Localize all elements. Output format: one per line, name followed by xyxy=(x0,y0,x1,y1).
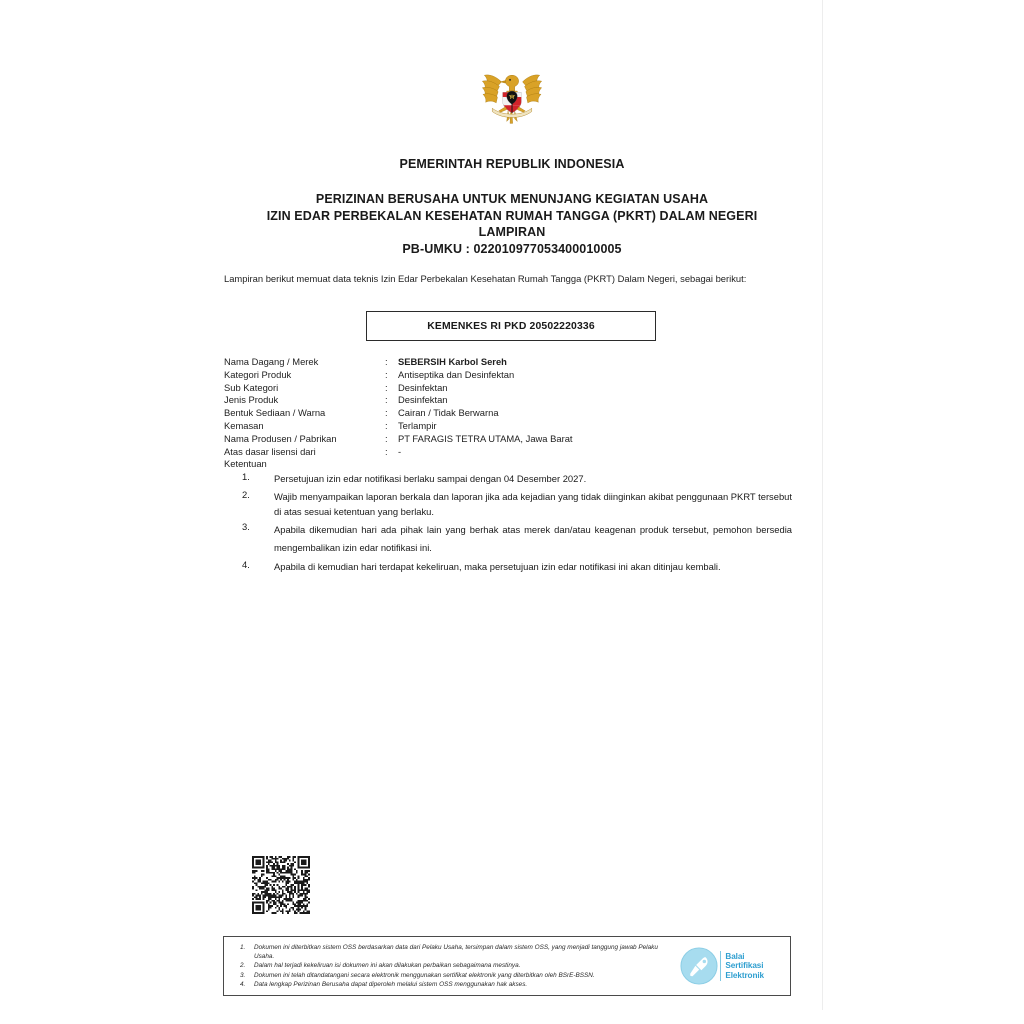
field-value: Cairan / Tidak Berwarna xyxy=(398,407,499,419)
field-row xyxy=(224,394,794,407)
ketentuan-item xyxy=(224,489,792,519)
bsre-line-3: Elektronik xyxy=(725,970,764,980)
field-row xyxy=(224,407,794,420)
garuda-pancasila-emblem xyxy=(479,66,545,128)
field-row xyxy=(224,369,794,382)
ketentuan-text: Persetujuan izin edar notifikasi berlaku sampai dengan 04 Desember 2027. xyxy=(274,473,587,484)
footer-note-number: 4. xyxy=(240,980,246,988)
pb-umku-number: PB-UMKU : 022010977053400010005 xyxy=(402,241,622,256)
ketentuan-item xyxy=(224,559,792,574)
field-value: PT FARAGIS TETRA UTAMA, Jawa Barat xyxy=(398,432,573,444)
field-row xyxy=(224,356,794,369)
ketentuan-number: 4. xyxy=(242,558,250,570)
footer-disclaimer-box xyxy=(223,936,791,996)
field-label: Sub Kategori xyxy=(224,381,279,393)
footer-note-text: Dokumen ini diterbitkan sistem OSS berdasarkan data dari Pelaku Usaha, tersimpan dalam sistem OSS, yang menjadi tanggung jawab Pelaku Usaha. xyxy=(254,943,658,961)
bsre-divider xyxy=(720,951,721,981)
ketentuan-text: Wajib menyampaikan laporan berkala dan laporan jika ada kejadian yang tidak diinginkan akibat penggunaan PKRT tersebut di atas sesuai ketentuan yang berlaku. xyxy=(274,490,792,517)
ketentuan-heading: Ketentuan xyxy=(224,458,267,469)
field-label: Atas dasar lisensi dari xyxy=(224,445,316,457)
ketentuan-list xyxy=(224,471,792,576)
bsre-line-2: Sertifikasi xyxy=(725,961,764,971)
field-row xyxy=(224,433,794,446)
footer-note-text: Dalam hal terjadi kekeliruan isi dokumen ini akan dilakukan perbaikan sebagaimana mestinya. xyxy=(254,962,521,970)
certificate-number: KEMENKES RI PKD 20502220336 xyxy=(427,320,595,332)
document-title xyxy=(0,191,1024,257)
field-label: Nama Produsen / Pabrikan xyxy=(224,432,337,444)
field-row xyxy=(224,446,794,459)
field-value: SEBERSIH Karbol Sereh xyxy=(398,356,507,367)
field-colon: : xyxy=(385,381,388,393)
ketentuan-text: Apabila dikemudian hari ada pihak lain yang berhak atas merek dan/atau keagenan produk tersebut, pemohon bersedia mengembalikan izin edar notifikasi ini. xyxy=(274,524,792,553)
bsre-logo xyxy=(680,947,790,985)
title-line-3: LAMPIRAN xyxy=(478,225,546,239)
ketentuan-text: Apabila di kemudian hari terdapat kekeliruan, maka persetujuan izin edar notifikasi ini akan ditinjau kembali. xyxy=(274,560,721,572)
bsre-wordmark xyxy=(725,952,764,981)
bsre-seal-icon xyxy=(680,947,718,985)
field-label: Kemasan xyxy=(224,419,264,431)
field-colon: : xyxy=(385,445,388,457)
country-heading: PEMERINTAH REPUBLIK INDONESIA xyxy=(399,157,625,171)
ketentuan-number: 1. xyxy=(242,471,250,482)
certificate-number-box xyxy=(366,311,656,341)
field-row xyxy=(224,382,794,395)
ketentuan-item xyxy=(224,521,792,556)
footer-note xyxy=(234,943,674,961)
field-label: Kategori Produk xyxy=(224,368,292,380)
product-details-table xyxy=(224,356,794,458)
footer-note xyxy=(234,971,674,980)
qr-code xyxy=(252,856,310,914)
footer-note-number: 2. xyxy=(240,962,246,970)
field-colon: : xyxy=(385,356,388,367)
field-value: Desinfektan xyxy=(398,381,448,393)
footer-note-number: 3. xyxy=(240,971,246,979)
intro-paragraph: Lampiran berikut memuat data teknis Izin Edar Perbekalan Kesehatan Rumah Tangga (PKRT) Dalam Negeri, sebagai berikut: xyxy=(224,273,747,284)
ketentuan-item xyxy=(224,471,792,486)
field-value: Terlampir xyxy=(398,419,437,431)
field-value: Antiseptika dan Desinfektan xyxy=(398,368,515,380)
footer-notes-list xyxy=(224,939,680,993)
ketentuan-number: 2. xyxy=(242,488,250,500)
field-label: Jenis Produk xyxy=(224,394,279,406)
field-colon: : xyxy=(385,432,388,444)
field-colon: : xyxy=(385,394,388,406)
footer-note-text: Dokumen ini telah ditandatangani secara elektronik menggunakan sertifikat elektronik yang diterbitkan oleh BSrE-BSSN. xyxy=(254,971,595,979)
field-label: Bentuk Sediaan / Warna xyxy=(224,407,326,419)
footer-note-number: 1. xyxy=(240,943,246,951)
footer-note xyxy=(234,961,674,970)
field-row xyxy=(224,420,794,433)
title-line-1: PERIZINAN BERUSAHA UNTUK MENUNJANG KEGIATAN USAHA xyxy=(315,192,709,206)
title-line-2: IZIN EDAR PERBEKALAN KESEHATAN RUMAH TANGGA (PKRT) DALAM NEGERI xyxy=(266,208,758,223)
field-colon: : xyxy=(385,407,388,419)
field-value: Desinfektan xyxy=(398,394,448,406)
field-colon: : xyxy=(385,368,388,380)
footer-note-text: Data lengkap Perizinan Berusaha dapat diperoleh melalui sistem OSS menggunakan hak akses. xyxy=(254,980,528,988)
footer-note xyxy=(234,980,674,989)
field-label: Nama Dagang / Merek xyxy=(224,356,319,367)
field-value: - xyxy=(398,445,402,457)
ketentuan-number: 3. xyxy=(242,521,250,532)
field-colon: : xyxy=(385,419,388,431)
bsre-line-1: Balai xyxy=(725,951,745,961)
emblem-container xyxy=(0,66,1024,128)
